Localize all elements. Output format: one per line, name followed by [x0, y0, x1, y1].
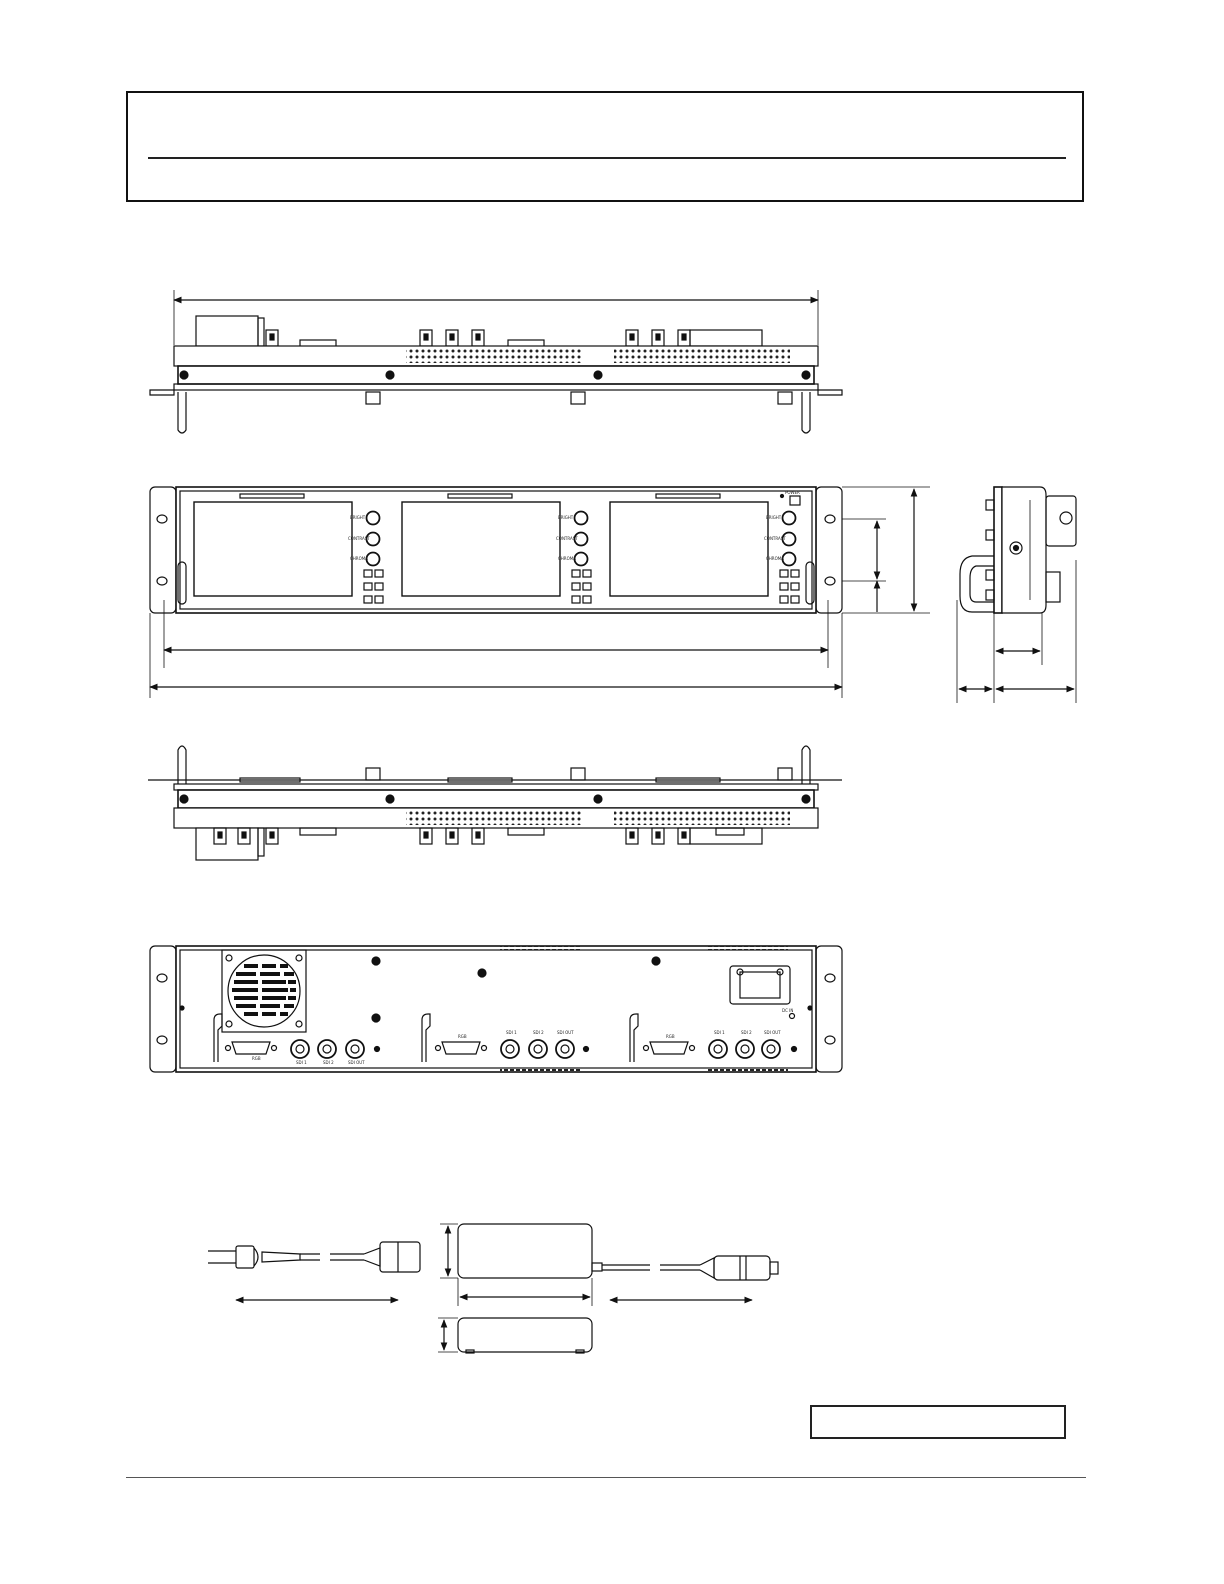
left-rack-ear — [150, 487, 176, 613]
label-power: POWER — [785, 490, 800, 495]
label-sdi2-1: SDI 2 — [323, 1060, 334, 1065]
label-chroma: CHROMA — [350, 556, 368, 561]
power-supply-view — [208, 1224, 778, 1353]
label-bright-3: BRIGHT — [766, 515, 782, 520]
label-contrast-2: CONTRAST — [556, 536, 578, 541]
label-chroma-3: CHROMA — [766, 556, 784, 561]
label-sdiout-1: SDI OUT — [348, 1060, 365, 1065]
side-view — [957, 487, 1076, 703]
label-chroma-2: CHROMA — [558, 556, 576, 561]
note-box — [810, 1405, 1066, 1439]
label-bright: BRIGHT — [350, 515, 366, 520]
ac-plug — [236, 1246, 254, 1268]
label-rgb-3: RGB — [666, 1034, 675, 1039]
label-contrast: CONTRAST — [348, 536, 370, 541]
footer-rule — [126, 1477, 1086, 1478]
label-sdi1-3: SDI 1 — [714, 1030, 725, 1035]
label-contrast-3: CONTRAST — [764, 536, 786, 541]
label-sdiout-3: SDI OUT — [764, 1030, 781, 1035]
label-sdiout-2: SDI OUT — [557, 1030, 574, 1035]
front-view — [150, 487, 930, 698]
label-sdi2-2: SDI 2 — [533, 1030, 544, 1035]
label-bright-2: BRIGHT — [558, 515, 574, 520]
label-rgb-2: RGB — [458, 1034, 467, 1039]
iec-connector — [380, 1242, 420, 1272]
bottom-view — [148, 746, 842, 860]
label-sdi1-1: SDI 1 — [296, 1060, 307, 1065]
right-rack-ear — [816, 487, 842, 613]
front-bezel — [176, 487, 816, 613]
label-dc-in: DC IN — [782, 1008, 794, 1013]
xlr-connector — [714, 1256, 770, 1280]
top-view — [150, 290, 842, 433]
rear-view — [150, 946, 842, 1072]
label-rgb-1: RGB — [252, 1056, 261, 1061]
ac-adapter-body — [458, 1224, 592, 1278]
label-sdi2-3: SDI 2 — [741, 1030, 752, 1035]
label-sdi1-2: SDI 1 — [506, 1030, 517, 1035]
ac-adapter-side — [458, 1318, 592, 1352]
